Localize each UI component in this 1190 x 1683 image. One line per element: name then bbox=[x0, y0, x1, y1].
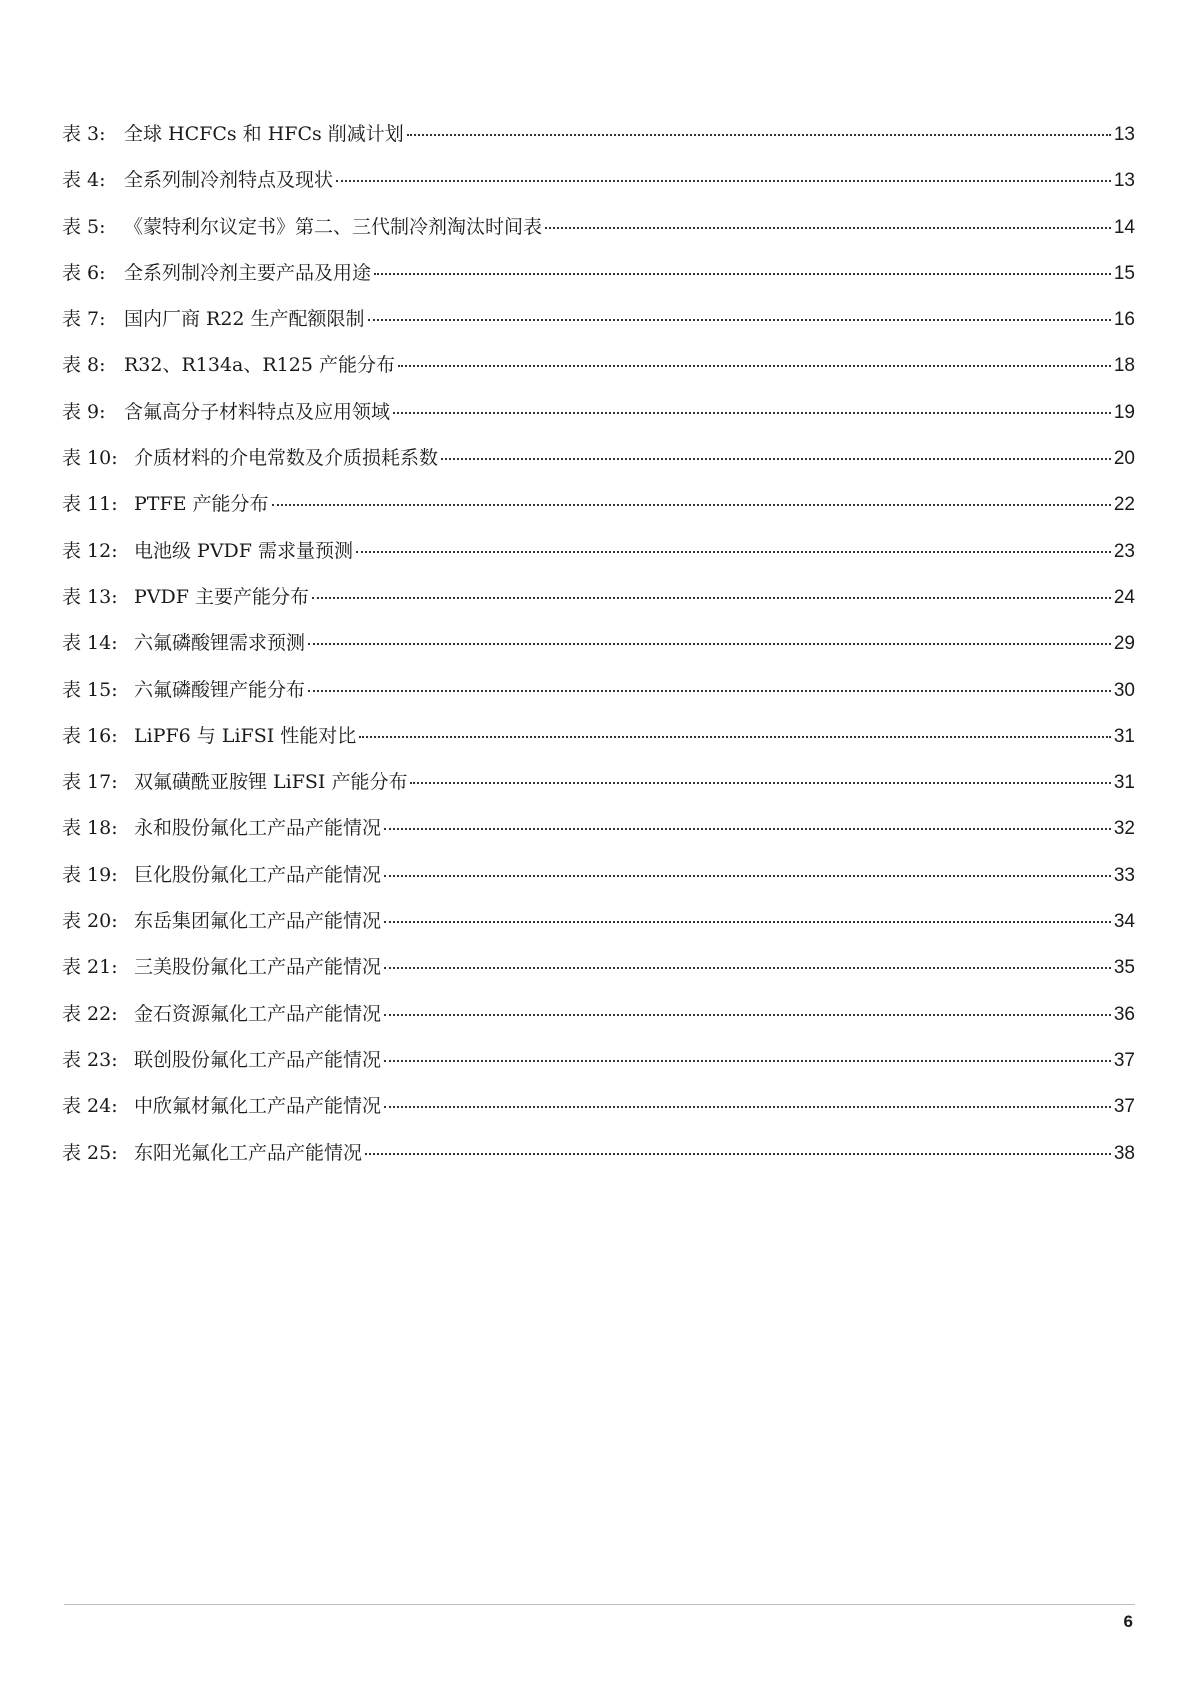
toc-entry-page: 37 bbox=[1113, 1049, 1135, 1071]
toc-entry-label bbox=[62, 955, 381, 979]
toc-entry[interactable] bbox=[62, 1002, 1135, 1048]
toc-entry-label bbox=[62, 1094, 381, 1118]
toc-entry-page: 23 bbox=[1113, 540, 1135, 562]
toc-entry-prefix: 表 15: bbox=[62, 678, 118, 701]
toc-entry[interactable] bbox=[62, 585, 1135, 631]
toc-entry-label bbox=[62, 446, 438, 470]
toc-entry-title: 国内厂商 R22 生产配额限制 bbox=[124, 308, 365, 331]
toc-entry-title: 全系列制冷剂主要产品及用途 bbox=[124, 261, 372, 284]
toc-dot-leader bbox=[368, 319, 1111, 321]
toc-entry-title: LiPF6 与 LiFSI 性能对比 bbox=[134, 724, 357, 747]
toc-entry-page: 22 bbox=[1113, 494, 1135, 516]
toc-entry-title: 六氟磷酸锂产能分布 bbox=[134, 678, 306, 701]
toc-entry[interactable] bbox=[62, 492, 1135, 538]
footer-divider bbox=[64, 1604, 1135, 1605]
toc-entry-prefix: 表 6: bbox=[62, 261, 106, 284]
toc-entry[interactable] bbox=[62, 261, 1135, 307]
toc-dot-leader bbox=[393, 412, 1111, 414]
toc-entry-title: 联创股份氟化工产品产能情况 bbox=[134, 1048, 382, 1071]
toc-entry-title: 永和股份氟化工产品产能情况 bbox=[134, 817, 382, 840]
toc-entry-title: 双氟磺酰亚胺锂 LiFSI 产能分布 bbox=[134, 771, 408, 794]
toc-entry-page: 34 bbox=[1113, 911, 1135, 933]
toc-dot-leader bbox=[374, 273, 1111, 275]
toc-entry-label bbox=[62, 492, 269, 516]
toc-entry-prefix: 表 11: bbox=[62, 493, 118, 516]
toc-entry-title: 含氟高分子材料特点及应用领域 bbox=[124, 400, 391, 423]
toc-dot-leader bbox=[365, 1153, 1111, 1155]
toc-entry-page: 19 bbox=[1113, 401, 1135, 423]
toc-entry[interactable] bbox=[62, 353, 1135, 399]
toc-entry-page: 20 bbox=[1113, 448, 1135, 470]
toc-entry-label bbox=[62, 261, 371, 285]
toc-entry-title: 电池级 PVDF 需求量预测 bbox=[134, 539, 354, 562]
toc-dot-leader bbox=[312, 597, 1111, 599]
toc-entry-page: 35 bbox=[1113, 957, 1135, 979]
toc-dot-leader bbox=[384, 1014, 1111, 1016]
toc-entry-page: 32 bbox=[1113, 818, 1135, 840]
toc-dot-leader bbox=[384, 828, 1111, 830]
toc-dot-leader bbox=[384, 1060, 1111, 1062]
toc-dot-leader bbox=[384, 967, 1111, 969]
toc-entry-label bbox=[62, 1002, 381, 1026]
toc-entry-prefix: 表 17: bbox=[62, 771, 118, 794]
toc-entry-prefix: 表 8: bbox=[62, 354, 106, 377]
toc-dot-leader bbox=[336, 180, 1111, 182]
toc-entry-title: 六氟磷酸锂需求预测 bbox=[134, 632, 306, 655]
toc-entry-page: 37 bbox=[1113, 1096, 1135, 1118]
toc-entry-page: 14 bbox=[1113, 216, 1135, 238]
toc-entry-label bbox=[62, 353, 395, 377]
toc-entry-label bbox=[62, 400, 390, 424]
toc-entry[interactable] bbox=[62, 1094, 1135, 1140]
toc-entry-page: 31 bbox=[1113, 725, 1135, 747]
toc-entry-prefix: 表 22: bbox=[62, 1002, 118, 1025]
toc-entry[interactable] bbox=[62, 770, 1135, 816]
toc-entry-title: PVDF 主要产能分布 bbox=[134, 585, 309, 608]
toc-entry-title: R32、R134a、R125 产能分布 bbox=[124, 354, 395, 377]
toc-entry-label bbox=[62, 816, 381, 840]
toc-entry-prefix: 表 4: bbox=[62, 169, 106, 192]
table-of-figures-list bbox=[62, 122, 1135, 1187]
toc-entry-page: 13 bbox=[1113, 124, 1135, 145]
toc-entry-prefix: 表 16: bbox=[62, 724, 118, 747]
toc-entry-prefix: 表 13: bbox=[62, 585, 118, 608]
toc-entry[interactable] bbox=[62, 863, 1135, 909]
toc-entry-prefix: 表 9: bbox=[62, 400, 106, 423]
toc-entry-prefix: 表 18: bbox=[62, 817, 118, 840]
toc-dot-leader bbox=[308, 690, 1111, 692]
toc-dot-leader bbox=[545, 227, 1111, 229]
toc-entry[interactable] bbox=[62, 400, 1135, 446]
toc-entry-page: 36 bbox=[1113, 1003, 1135, 1025]
toc-entry-page: 30 bbox=[1113, 679, 1135, 701]
toc-entry-prefix: 表 19: bbox=[62, 863, 118, 886]
toc-entry[interactable] bbox=[62, 168, 1135, 214]
toc-entry-prefix: 表 12: bbox=[62, 539, 118, 562]
toc-entry-label bbox=[62, 307, 365, 331]
toc-entry[interactable] bbox=[62, 678, 1135, 724]
toc-entry[interactable] bbox=[62, 539, 1135, 585]
toc-entry-page: 24 bbox=[1113, 586, 1135, 608]
toc-entry-label bbox=[62, 724, 356, 748]
toc-entry-label bbox=[62, 631, 305, 655]
toc-entry[interactable] bbox=[62, 909, 1135, 955]
toc-entry[interactable] bbox=[62, 1048, 1135, 1094]
toc-entry[interactable] bbox=[62, 122, 1135, 168]
toc-entry-title: PTFE 产能分布 bbox=[134, 493, 269, 516]
toc-entry-title: 中欣氟材氟化工产品产能情况 bbox=[134, 1095, 382, 1118]
toc-entry-label bbox=[62, 1048, 381, 1072]
toc-entry-page: 29 bbox=[1113, 633, 1135, 655]
toc-entry-prefix: 表 5: bbox=[62, 215, 106, 238]
toc-entry-label bbox=[62, 909, 381, 933]
toc-entry-prefix: 表 7: bbox=[62, 308, 106, 331]
toc-entry-prefix: 表 23: bbox=[62, 1048, 118, 1071]
toc-dot-leader bbox=[356, 551, 1111, 553]
toc-entry-page: 15 bbox=[1113, 262, 1135, 284]
toc-entry-title: 《蒙特利尔议定书》第二、三代制冷剂淘汰时间表 bbox=[124, 215, 543, 238]
toc-dot-leader bbox=[441, 458, 1111, 460]
toc-entry-prefix: 表 21: bbox=[62, 956, 118, 979]
toc-entry-label bbox=[62, 770, 407, 794]
toc-entry-title: 全系列制冷剂特点及现状 bbox=[124, 169, 334, 192]
toc-entry[interactable] bbox=[62, 724, 1135, 770]
toc-entry-title: 东阳光氟化工产品产能情况 bbox=[134, 1141, 363, 1164]
toc-entry[interactable] bbox=[62, 631, 1135, 677]
toc-dot-leader bbox=[359, 736, 1111, 738]
toc-entry-page: 38 bbox=[1113, 1142, 1135, 1164]
toc-entry-label bbox=[62, 678, 305, 702]
toc-dot-leader bbox=[384, 1106, 1111, 1108]
toc-entry[interactable] bbox=[62, 446, 1135, 492]
toc-entry[interactable] bbox=[62, 816, 1135, 862]
toc-entry-label bbox=[62, 863, 381, 887]
toc-entry-prefix: 表 14: bbox=[62, 632, 118, 655]
toc-entry-label bbox=[62, 585, 309, 609]
toc-entry-page: 18 bbox=[1113, 355, 1135, 377]
toc-dot-leader bbox=[384, 875, 1111, 877]
toc-dot-leader bbox=[398, 365, 1111, 367]
toc-entry-title: 介质材料的介电常数及介质损耗系数 bbox=[134, 447, 439, 470]
page-number: 6 bbox=[1123, 1612, 1133, 1631]
toc-entry[interactable] bbox=[62, 1141, 1135, 1187]
toc-entry-label bbox=[62, 215, 542, 239]
toc-entry-title: 巨化股份氟化工产品产能情况 bbox=[134, 863, 382, 886]
toc-entry-page: 16 bbox=[1113, 309, 1135, 331]
toc-entry-prefix: 表 10: bbox=[62, 447, 118, 470]
toc-dot-leader bbox=[384, 921, 1111, 923]
toc-entry-prefix: 表 25: bbox=[62, 1141, 118, 1164]
toc-entry-label bbox=[62, 168, 333, 192]
toc-entry[interactable] bbox=[62, 215, 1135, 261]
toc-entry[interactable] bbox=[62, 307, 1135, 353]
toc-entry-title: 全球 HCFCs 和 HFCs 削减计划 bbox=[124, 123, 404, 145]
toc-entry-prefix: 表 20: bbox=[62, 910, 118, 933]
toc-dot-leader bbox=[407, 134, 1111, 136]
toc-entry-title: 金石资源氟化工产品产能情况 bbox=[134, 1002, 382, 1025]
toc-entry-label bbox=[62, 122, 404, 146]
toc-entry-title: 三美股份氟化工产品产能情况 bbox=[134, 956, 382, 979]
toc-entry-page: 31 bbox=[1113, 772, 1135, 794]
toc-entry[interactable] bbox=[62, 955, 1135, 1001]
toc-entry-prefix: 表 3: bbox=[62, 123, 106, 145]
toc-entry-prefix: 表 24: bbox=[62, 1095, 118, 1118]
toc-entry-label bbox=[62, 539, 353, 563]
toc-entry-title: 东岳集团氟化工产品产能情况 bbox=[134, 910, 382, 933]
toc-entry-page: 13 bbox=[1113, 170, 1135, 192]
toc-dot-leader bbox=[410, 782, 1110, 784]
toc-entry-page: 33 bbox=[1113, 864, 1135, 886]
toc-entry-label bbox=[62, 1141, 362, 1165]
toc-dot-leader bbox=[272, 504, 1111, 506]
toc-dot-leader bbox=[308, 643, 1111, 645]
